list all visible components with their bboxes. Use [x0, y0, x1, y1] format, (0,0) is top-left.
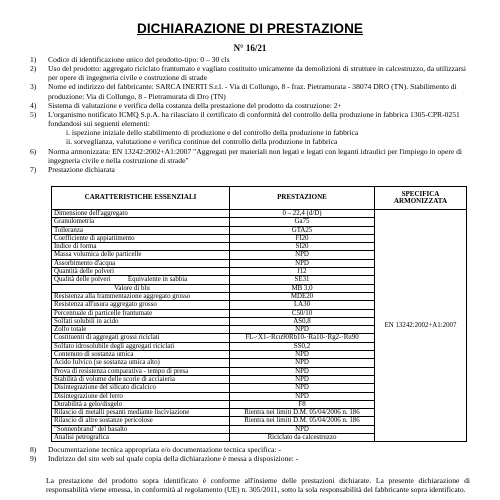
- row-performance: FI20: [230, 234, 375, 242]
- item-7: 7) Prestazione dichiarata: [30, 164, 115, 174]
- row-performance: LA30: [230, 301, 375, 309]
- row-performance: NPD: [230, 367, 375, 375]
- row-performance: NPD: [230, 251, 375, 259]
- footer-statement: La prestazione del prodotto sopra identificato è conforme all'insieme delle prestazioni dichiarate. La presente dichiarazione di responsabilità viene emessa, in conformità al regolamento (UE) n. 305/2011, sotto la sola responsabilità del fabbricante sopra identificato.: [46, 476, 470, 495]
- row-characteristic: Granulometria: [52, 218, 230, 226]
- item-4: 4) Sistema di valutazione e verifica della costanza della prestazione del prodotto da costruzione: 2+: [30, 100, 342, 110]
- header-performance: PRESTAZIONE: [230, 187, 375, 210]
- row-characteristic: Tolleranza: [52, 226, 230, 234]
- row-performance: 0 – 22,4 (d/D): [230, 210, 375, 218]
- row-performance: Rientra nei limiti D.M. 05/04/2006 n. 186: [230, 409, 375, 417]
- row-characteristic: Assorbimento d'acqua: [52, 259, 230, 267]
- row-performance: SE31: [230, 276, 375, 284]
- table-body: [52, 210, 467, 442]
- row-characteristic: Quantità delle polveri: [52, 268, 230, 276]
- row-characteristic: Dimensione dell'aggregato: [52, 210, 230, 218]
- row-performance: NPD: [230, 326, 375, 334]
- row-performance: NPD: [230, 392, 375, 400]
- row-characteristic: Disintegrazione del ferro: [52, 392, 230, 400]
- row-performance: Riciclato da calcestruzzo: [230, 434, 375, 442]
- declaration-number: N° 16/21: [233, 43, 267, 53]
- row-performance: NPD: [230, 384, 375, 392]
- row-characteristic: Resistenza alla frammentazione aggregato grosso: [52, 292, 230, 300]
- document-title: DICHIARAZIONE DI PRESTAZIONE: [136, 21, 364, 36]
- item-6: 6) Norma armonizzata: EN 13242:2002+A1:2007 "Aggregati per materiali non legati e legati con leganti idraulici per l'impiego in opere di ingegneria civile e nella costruzione di strade": [30, 146, 463, 165]
- row-performance: NPD: [230, 259, 375, 267]
- item-1: 1) Codice di identificazione unico del prodotto-tipo: 0 – 30 cls: [30, 55, 230, 64]
- row-performance: MDE20: [230, 292, 375, 300]
- row-characteristic: Costituenti di aggregati grossi riciclati: [52, 334, 230, 342]
- row-performance: SI20: [230, 243, 375, 251]
- harmonized-spec: EN 13242:2002+A1:2007: [375, 210, 467, 442]
- declaration-items-end: [30, 445, 470, 463]
- row-performance: FL-·X1-·Rcu90Rb10-·Ra10-·Rg2-·Ru90: [230, 334, 375, 342]
- declaration-items: [30, 55, 470, 174]
- row-characteristic: Contenuto di sostanza umica: [52, 351, 230, 359]
- row-characteristic: Solfati solubili in acido: [52, 317, 230, 325]
- row-performance: NPD: [230, 425, 375, 433]
- row-characteristic: Prova di resistenza comparativa - tempo di presa: [52, 367, 230, 375]
- header-characteristics: CARATTERISTICHE ESSENZIALI: [52, 187, 230, 210]
- row-characteristic: Analisi petrografica: [52, 434, 230, 442]
- row-performance: GTA25: [230, 226, 375, 234]
- row-performance: Rientra nei limiti D.M. 05/04/2006 n. 186: [230, 417, 375, 425]
- row-characteristic: Acido fulvico (se sostanza umica alto): [52, 359, 230, 367]
- row-characteristic: Resistenza all'usura aggregato grosso: [52, 301, 230, 309]
- row-characteristic: Zolfo totale: [52, 326, 230, 334]
- item-9: 9) Indirizzo del sito web sul quale copia della dichiarazione è messa a disposizione: -: [30, 454, 299, 464]
- row-characteristic: Durabilità a gelo/disgelo: [52, 400, 230, 408]
- table-row: [52, 210, 467, 218]
- item-5-i: i. ispezione iniziale dello stabilimento di produzione e del controllo della produzione in fabbrica: [66, 128, 359, 138]
- table-header-row: [52, 187, 467, 210]
- item-2: 2) Uso del prodotto: aggregato riciclato frantumato e vagliato costituito unicamente da demolizioni di strutture in calcestruzzo, da utilizzarsi per opere di ingegneria civile e costruzione di strade: [30, 64, 466, 83]
- row-performance: SS0,2: [230, 342, 375, 350]
- row-characteristic: Qualità delle polveri Equivalente in sabbia: [52, 276, 230, 284]
- row-characteristic: Coefficiente di appiattimento: [52, 234, 230, 242]
- row-performance: AS0,8: [230, 317, 375, 325]
- row-performance: f12: [230, 268, 375, 276]
- item-5: 5) L'organismo notificato ICMQ S.p.A. ha rilasciato il certificato di conformità del controllo della produzione in fabbrica 1305-CPR-0251 fondandosi sui seguenti elementi:: [30, 109, 460, 129]
- header-spec: SPECIFICA ARMONIZZATA: [375, 187, 467, 210]
- row-characteristic: Massa volumica delle particelle: [52, 251, 230, 259]
- row-characteristic: Percentuale di particelle frantumate: [52, 309, 230, 317]
- row-performance: NPD: [230, 359, 375, 367]
- row-characteristic: Valore di blu: [52, 284, 230, 292]
- row-performance: C50/10: [230, 309, 375, 317]
- row-characteristic: "Sonnenbrand" del basalto: [52, 425, 230, 433]
- row-performance: NPD: [230, 351, 375, 359]
- row-characteristic: Rilascio di metalli pesanti mediante lisciviazione: [52, 409, 230, 417]
- performance-table: [51, 186, 467, 442]
- row-performance: MB 3,0: [230, 284, 375, 292]
- row-characteristic: Stabilità di volume delle scorie di acciaieria: [52, 375, 230, 383]
- row-characteristic: Disintegrazione del silicato dicalcico: [52, 384, 230, 392]
- row-performance: F8: [230, 400, 375, 408]
- item-5-ii: ii. sorveglianza, valutazione e verifica continue del controllo della produzione in fabbrica: [66, 137, 338, 147]
- item-8: 8) Documentazione tecnica appropriata e/o documentazione tecnica specifica: -: [30, 445, 281, 454]
- row-characteristic: Indice di forma: [52, 243, 230, 251]
- row-characteristic: Rilascio di altre sostanze pericolose: [52, 417, 230, 425]
- item-3: 3) Nome ed indirizzo del fabbricante: SARCA INERTI S.r.l. - Via di Collungo, 8 - fraz. Pietramurata - 38074 DRO (TN). Stabilimento di produzione: Via di Collungo, 8 - Pietramurata di Dro (TN): [30, 82, 457, 101]
- row-performance: NPD: [230, 375, 375, 383]
- row-performance: Ga75: [230, 218, 375, 226]
- row-characteristic: Solfato idrosolubile degli aggregati riciclati: [52, 342, 230, 350]
